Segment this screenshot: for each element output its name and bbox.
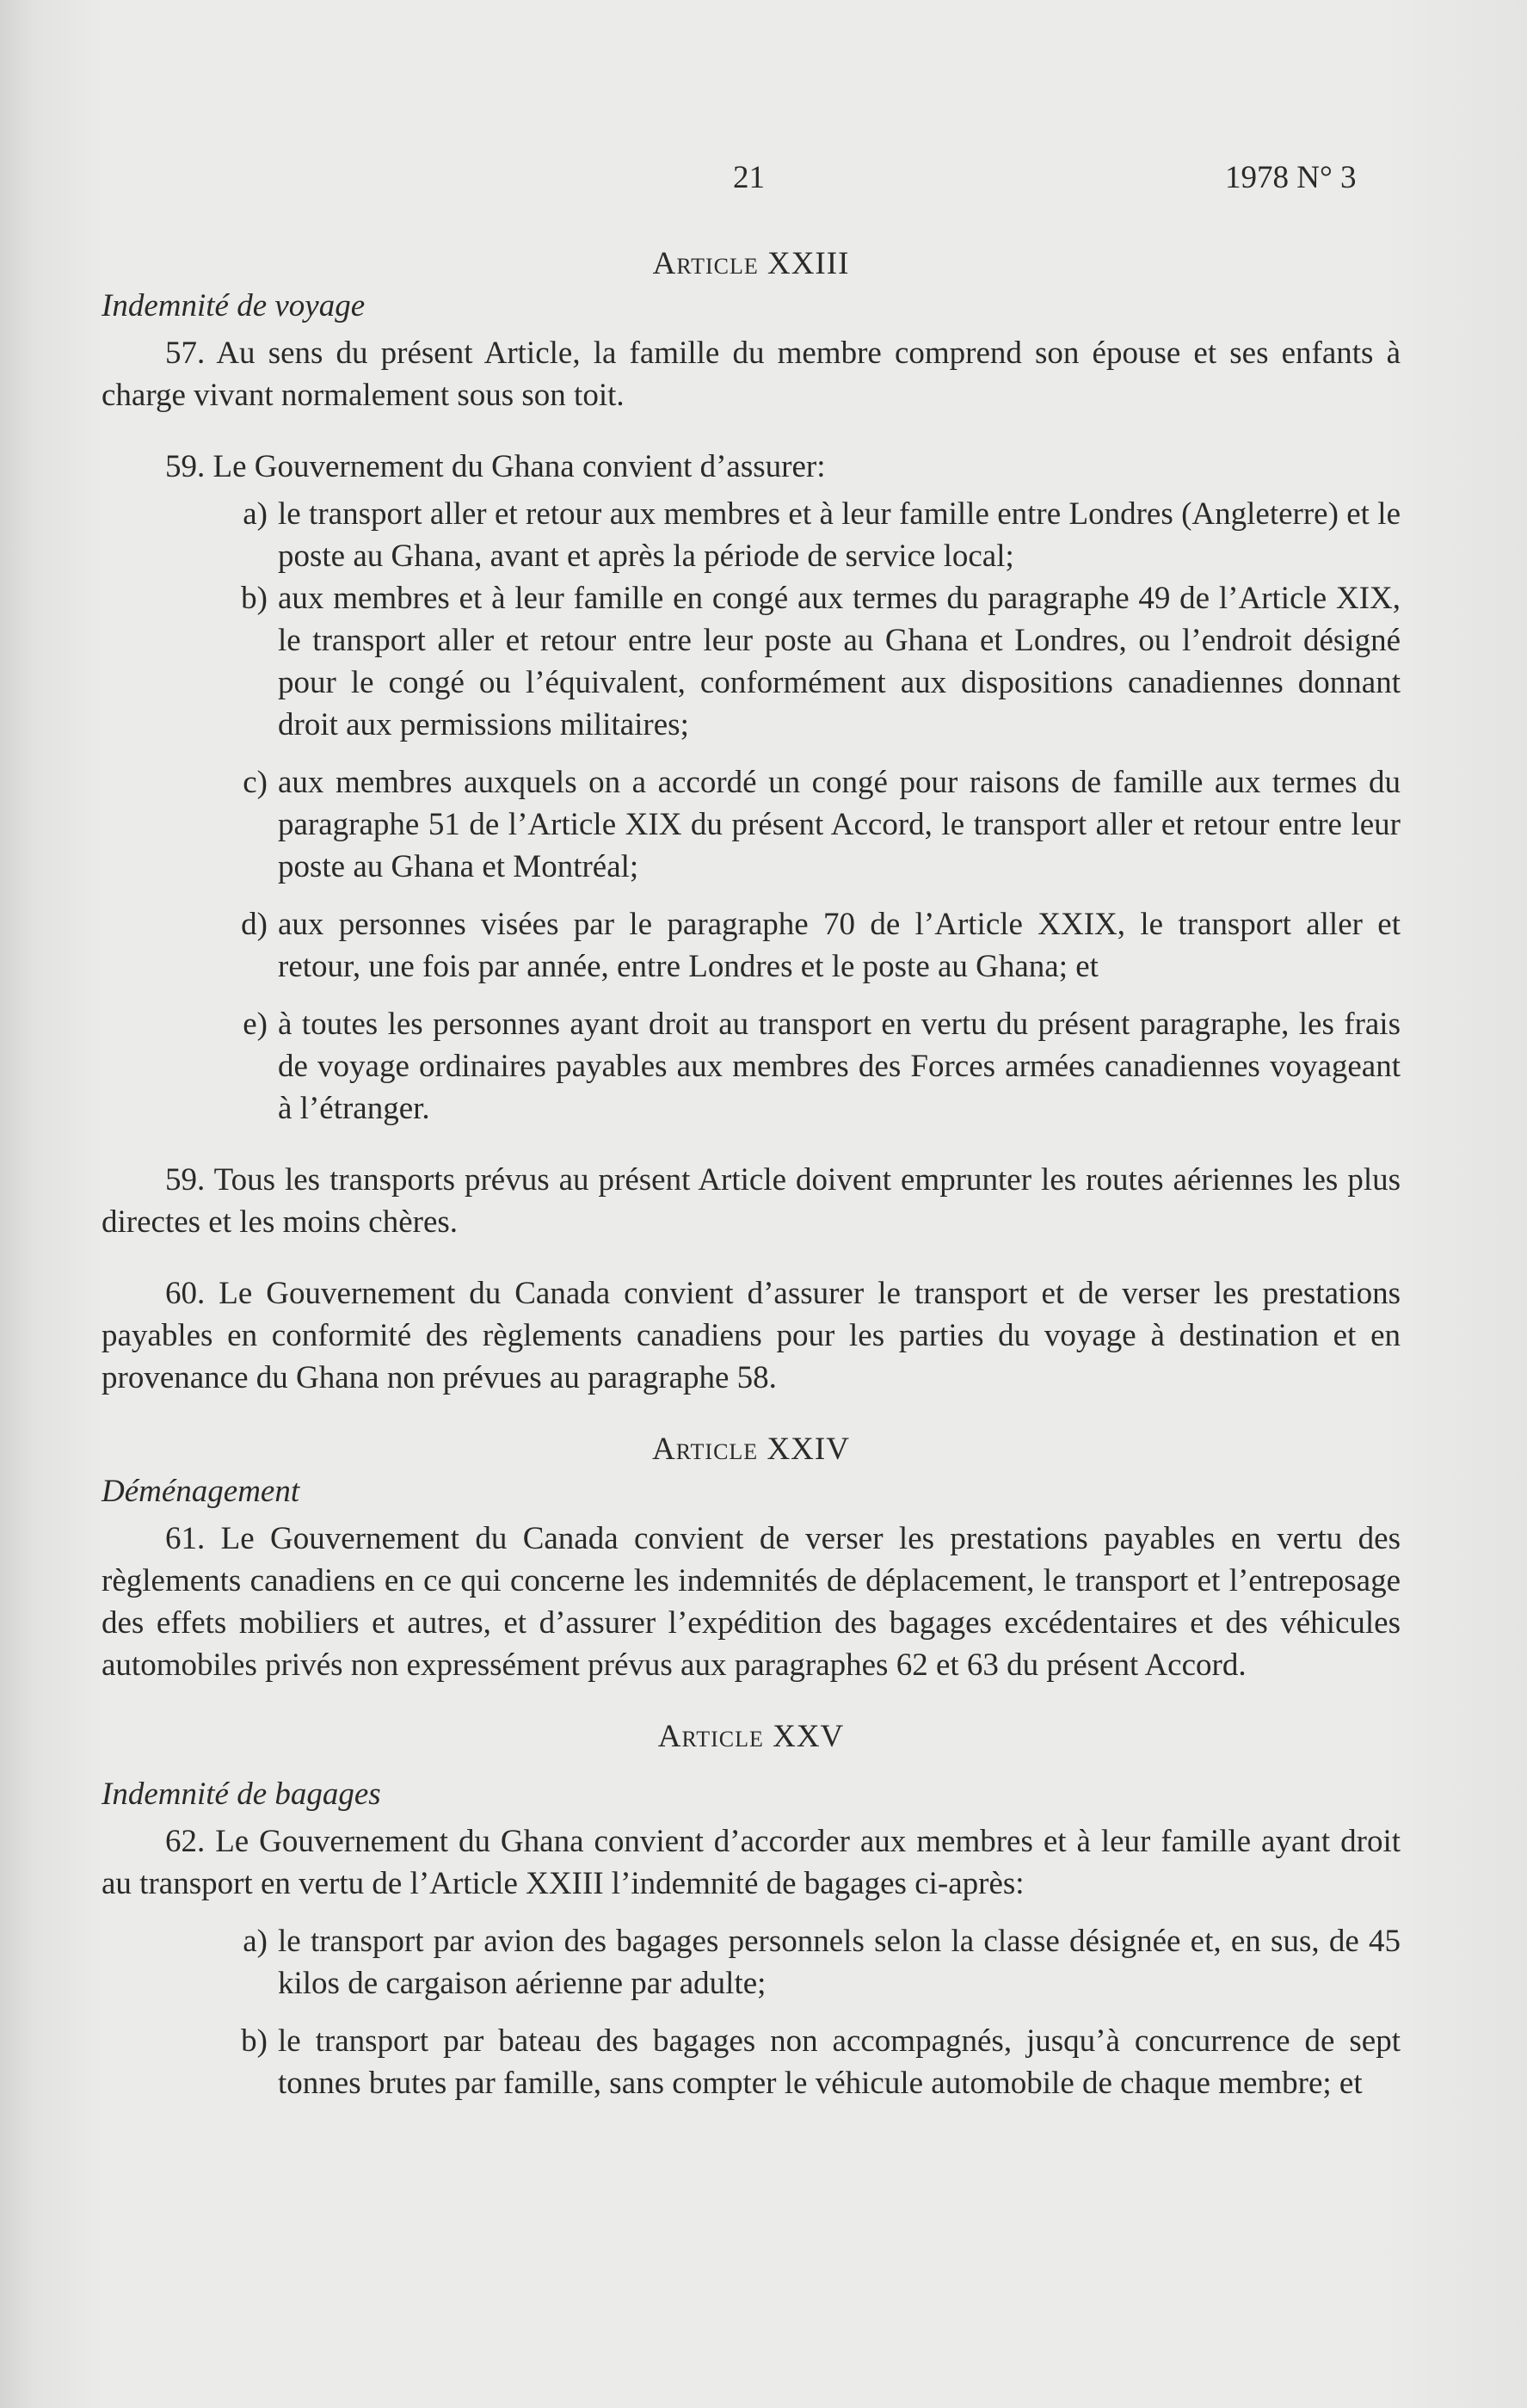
page-number: 21	[733, 160, 765, 195]
list-item-a	[102, 1920, 1401, 2005]
list-item-text: aux personnes visées par le paragraphe 70 de l’Article XXIX, le transport aller et retour, une fois par année, entre Londres et le poste au Ghana; et	[278, 907, 1401, 984]
document-body	[102, 243, 1401, 2104]
list-item-c	[102, 761, 1401, 888]
list-item-label: b)	[241, 2023, 268, 2059]
paragraph-57: 57. Au sens du présent Article, la famille du membre comprend son épouse et ses enfants à charge vivant normalement sous son toit.	[102, 336, 1401, 413]
list-item-label: d)	[241, 907, 268, 942]
list-item-a	[102, 493, 1401, 577]
year-and-number: 1978 N° 3	[1225, 160, 1357, 195]
list-item-text: le transport par bateau des bagages non accompagnés, jusqu’à concurrence de sept tonnes brutes par famille, sans compter le véhicule automobile de chaque membre; et	[278, 2023, 1401, 2101]
list-item-label: b)	[241, 581, 268, 616]
list-item-text: aux membres auxquels on a accordé un congé pour raisons de famille aux termes du paragraphe 51 de l’Article XIX du présent Accord, le transport aller et retour entre leur poste au Ghana et Montréal;	[278, 765, 1401, 884]
indemnite-bagages-subheading: Indemnité de bagages	[102, 1777, 381, 1812]
list-item-label: e)	[243, 1007, 268, 1042]
paragraph-60: 60. Le Gouvernement du Canada convient d’assurer le transport et de verser les prestations payables en conformité des règlements canadiens pour les parties du voyage à destination et en provenance du Ghana non prévues au paragraphe 58.	[102, 1276, 1401, 1395]
indemnite-voyage-subheading: Indemnité de voyage	[102, 288, 366, 323]
paragraph-58-list	[102, 493, 1401, 1130]
paragraph-59: 59. Tous les transports prévus au présent Article doivent emprunter les routes aériennes les plus directes et les moins chères.	[102, 1162, 1401, 1240]
paragraph-61: 61. Le Gouvernement du Canada convient de verser les prestations payables en vertu des règlements canadiens en ce qui concerne les indemnités de déplacement, le transport et l’entreposage des effets mobiliers et autres, et d’assurer l’expédition des bagages excédentaires et des véhicules automobiles privés non expressément prévus aux paragraphes 62 et 63 du présent Accord.	[102, 1521, 1401, 1683]
list-item-text: à toutes les personnes ayant droit au transport en vertu du présent paragraphe, les frais de voyage ordinaires payables aux membres des Forces armées canadiennes voyageant à l’étranger.	[278, 1007, 1401, 1126]
demenagement-subheading: Déménagement	[102, 1474, 300, 1509]
list-item-text: le transport aller et retour aux membres et à leur famille entre Londres (Angleterre) et le poste au Ghana, avant et après la période de service local;	[278, 496, 1401, 574]
list-item-b	[102, 577, 1401, 746]
article-xxv-heading: Article XXV	[657, 1719, 845, 1754]
paragraph-58-intro: 59. Le Gouvernement du Ghana convient d’assurer:	[165, 449, 826, 484]
list-item-e	[102, 1003, 1401, 1130]
article-xxiv-heading: Article XXIV	[652, 1432, 850, 1467]
list-item-b	[102, 2020, 1401, 2104]
list-item-label: a)	[243, 496, 268, 532]
paragraph-62-intro: 62. Le Gouvernement du Ghana convient d’accorder aux membres et à leur famille ayant droit au transport en vertu de l’Article XXIII l’indemnité de bagages ci-après:	[102, 1824, 1401, 1901]
list-item-text: aux membres et à leur famille en congé aux termes du paragraphe 49 de l’Article XIX, le transport aller et retour entre leur poste au Ghana et Londres, ou l’endroit désigné pour le congé ou l’équivalent, conformément aux dispositions canadiennes donnant droit aux permissions militaires;	[278, 581, 1401, 742]
list-item-label: c)	[243, 765, 268, 800]
page-header	[0, 159, 1527, 202]
article-xxiii-heading: Article XXIII	[652, 246, 850, 281]
list-item-d	[102, 903, 1401, 988]
list-item-label: a)	[243, 1924, 268, 1959]
paragraph-62-list	[102, 1920, 1401, 2104]
list-item-text: le transport par avion des bagages personnels selon la classe désignée et, en sus, de 45 kilos de cargaison aérienne par adulte;	[278, 1924, 1401, 2001]
